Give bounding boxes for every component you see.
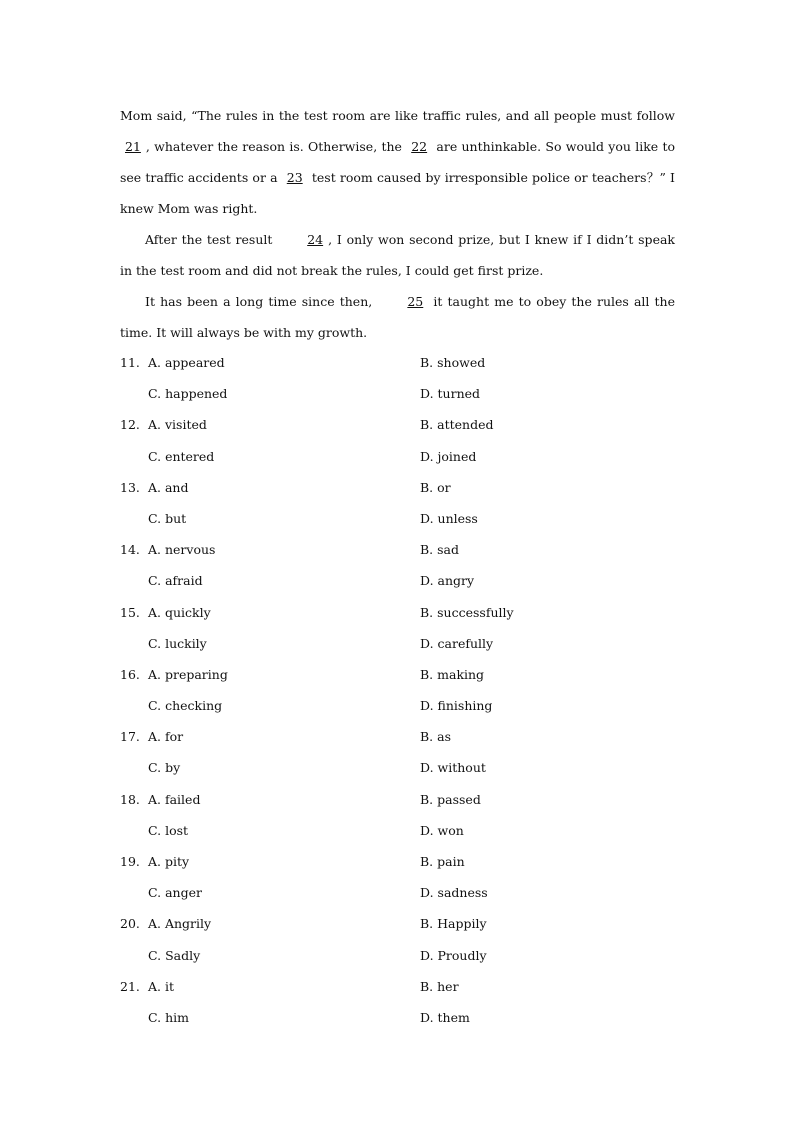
question-number: 19. bbox=[120, 854, 140, 869]
question-number: 17. bbox=[120, 729, 140, 745]
option-a: A. nervous bbox=[148, 542, 216, 558]
question-number: 11. bbox=[120, 355, 140, 370]
question-row bbox=[120, 971, 680, 1002]
option-d: D. them bbox=[420, 1009, 470, 1025]
question-row bbox=[120, 908, 680, 939]
passage-text: It has been a long time since then, bbox=[145, 294, 378, 309]
question-row bbox=[120, 565, 680, 596]
passage-text: are unthinkable. So would you like to see traffic accidents or a bbox=[120, 139, 676, 185]
question-row bbox=[120, 940, 680, 971]
option-a: A. and bbox=[148, 479, 189, 495]
option-c: C. afraid bbox=[148, 573, 203, 589]
question-row bbox=[120, 721, 680, 752]
question-row bbox=[120, 472, 680, 503]
option-c: C. luckily bbox=[148, 635, 207, 651]
question-number: 15. bbox=[120, 604, 140, 620]
passage-text: , whatever the reason is. Otherwise, the bbox=[145, 139, 407, 154]
option-c: C. lost bbox=[148, 822, 189, 838]
option-c: C. Sadly bbox=[148, 947, 201, 963]
question-row bbox=[120, 659, 680, 690]
option-a: A. preparing bbox=[148, 666, 228, 682]
option-b: B. making bbox=[420, 666, 485, 682]
option-d: D. carefully bbox=[420, 635, 494, 651]
option-c: C. him bbox=[148, 1009, 189, 1025]
blank-25: 25 bbox=[407, 294, 424, 309]
passage-text: After the test result bbox=[145, 232, 278, 247]
option-a: A. Angrily bbox=[148, 916, 212, 932]
question-row bbox=[120, 534, 680, 565]
blank-22: 22 bbox=[411, 139, 428, 154]
question-number: 12. bbox=[120, 417, 140, 433]
question-row bbox=[120, 690, 680, 721]
question-number: 20. bbox=[120, 916, 140, 932]
question-list bbox=[120, 347, 680, 1033]
question-number: 18. bbox=[120, 791, 140, 807]
question-number: 21. bbox=[120, 978, 140, 994]
passage-paragraph-3 bbox=[120, 286, 675, 348]
passage-text: it taught me to obey the rules all the time. It will always be with my growth. bbox=[120, 294, 675, 340]
option-d: D. unless bbox=[420, 510, 478, 526]
question-row bbox=[120, 441, 680, 472]
question-number: 14. bbox=[120, 542, 140, 558]
option-a: A. for bbox=[148, 729, 184, 745]
question-row bbox=[120, 597, 680, 628]
question-row bbox=[120, 628, 680, 659]
option-d: D. won bbox=[420, 822, 464, 838]
option-b: B. as bbox=[420, 729, 451, 745]
passage-text: Mom said, “The rules in the test room are like traffic rules, and all people must follow bbox=[120, 108, 675, 123]
option-b: B. or bbox=[420, 479, 451, 495]
passage-paragraph-2 bbox=[120, 224, 675, 286]
option-d: D. without bbox=[420, 760, 486, 776]
option-d: D. finishing bbox=[420, 698, 493, 714]
option-c: C. happened bbox=[148, 386, 228, 402]
option-b: B. showed bbox=[420, 355, 486, 370]
blank-21: 21 bbox=[125, 139, 141, 154]
question-row bbox=[120, 409, 680, 440]
option-d: D. angry bbox=[420, 573, 475, 589]
option-a: A. appeared bbox=[148, 355, 225, 370]
option-c: C. entered bbox=[148, 448, 215, 464]
question-row bbox=[120, 877, 680, 908]
option-b: B. attended bbox=[420, 417, 494, 433]
option-a: A. failed bbox=[148, 791, 201, 807]
option-b: B. Happily bbox=[420, 916, 487, 932]
option-b: B. pain bbox=[420, 854, 465, 869]
option-a: A. it bbox=[148, 978, 174, 994]
option-d: D. turned bbox=[420, 386, 481, 402]
question-row bbox=[120, 752, 680, 783]
question-row bbox=[120, 503, 680, 534]
option-d: D. joined bbox=[420, 448, 477, 464]
passage-text: , I only won second prize, but I knew if I didn’t speak in the test room and did not break the rules, I could get first prize. bbox=[120, 232, 675, 278]
blank-24: 24 bbox=[307, 232, 324, 247]
option-c: C. checking bbox=[148, 698, 223, 714]
option-c: C. but bbox=[148, 510, 187, 526]
option-b: B. sad bbox=[420, 542, 460, 558]
question-row bbox=[120, 347, 680, 378]
question-row bbox=[120, 784, 680, 815]
option-a: A. visited bbox=[148, 417, 207, 433]
option-b: B. her bbox=[420, 978, 459, 994]
option-c: C. by bbox=[148, 760, 181, 776]
option-d: D. sadness bbox=[420, 885, 488, 901]
option-c: C. anger bbox=[148, 885, 202, 901]
option-a: A. pity bbox=[148, 854, 190, 869]
reading-passage bbox=[120, 100, 675, 348]
question-row bbox=[120, 1002, 680, 1033]
question-number: 13. bbox=[120, 479, 140, 495]
option-b: B. successfully bbox=[420, 604, 514, 620]
question-number: 16. bbox=[120, 666, 140, 682]
blank-23: 23 bbox=[286, 170, 303, 185]
question-row bbox=[120, 378, 680, 409]
question-row bbox=[120, 846, 680, 877]
passage-paragraph-1 bbox=[120, 100, 675, 224]
option-a: A. quickly bbox=[148, 604, 211, 620]
passage-text: test room caused by irresponsible police or teachers？” I knew Mom was right. bbox=[120, 170, 675, 216]
option-d: D. Proudly bbox=[420, 947, 487, 963]
option-b: B. passed bbox=[420, 791, 481, 807]
question-row bbox=[120, 815, 680, 846]
